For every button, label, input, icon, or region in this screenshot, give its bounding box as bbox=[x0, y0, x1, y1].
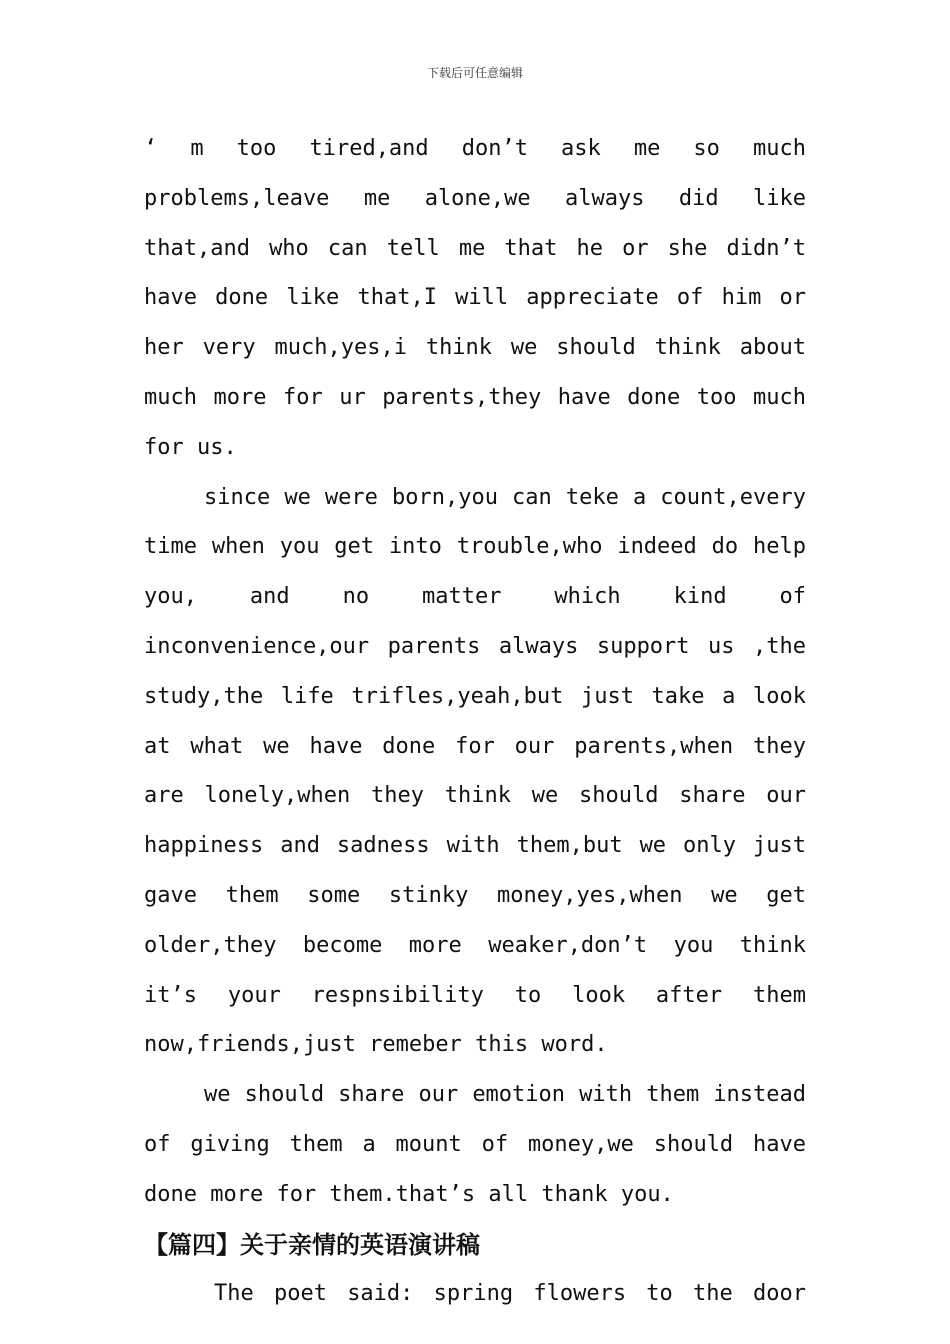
section-first-line: The poet said: spring flowers to the door bbox=[214, 1281, 806, 1307]
paragraph-1: ‘ m too tired,and don’t ask me so much problems,leave me alone,we always did like that,and who can tell me that he or she didn’t have done like that,I will appreciate of him or her very much,yes,i think we should think about much more for ur parents,they have done too much for us. bbox=[144, 136, 806, 460]
paragraph-2: since we were born,you can teke a count,every time when you get into trouble,who indeed do help you, and no matter which kind of inconvenience,our parents always support us ,the study,the life trifles,yeah,but just take a look at what we have done for our parents,when they are lonely,when they think we should share our happiness and sadness with them,but we only just gave them some stinky money,yes,when we get older,they become more weaker,don’t you think it’s your respnsibility to look after them now,friends,just remeber this word. bbox=[144, 484, 806, 1058]
document-body bbox=[144, 124, 806, 1319]
page-header: 下载后可任意编辑 bbox=[426, 66, 523, 80]
section-heading: 【篇四】关于亲情的英语演讲稿 bbox=[144, 1229, 480, 1259]
paragraph-3: we should share our emotion with them instead of giving them a mount of money,we should have done more for them.that’s all thank you. bbox=[144, 1082, 806, 1207]
